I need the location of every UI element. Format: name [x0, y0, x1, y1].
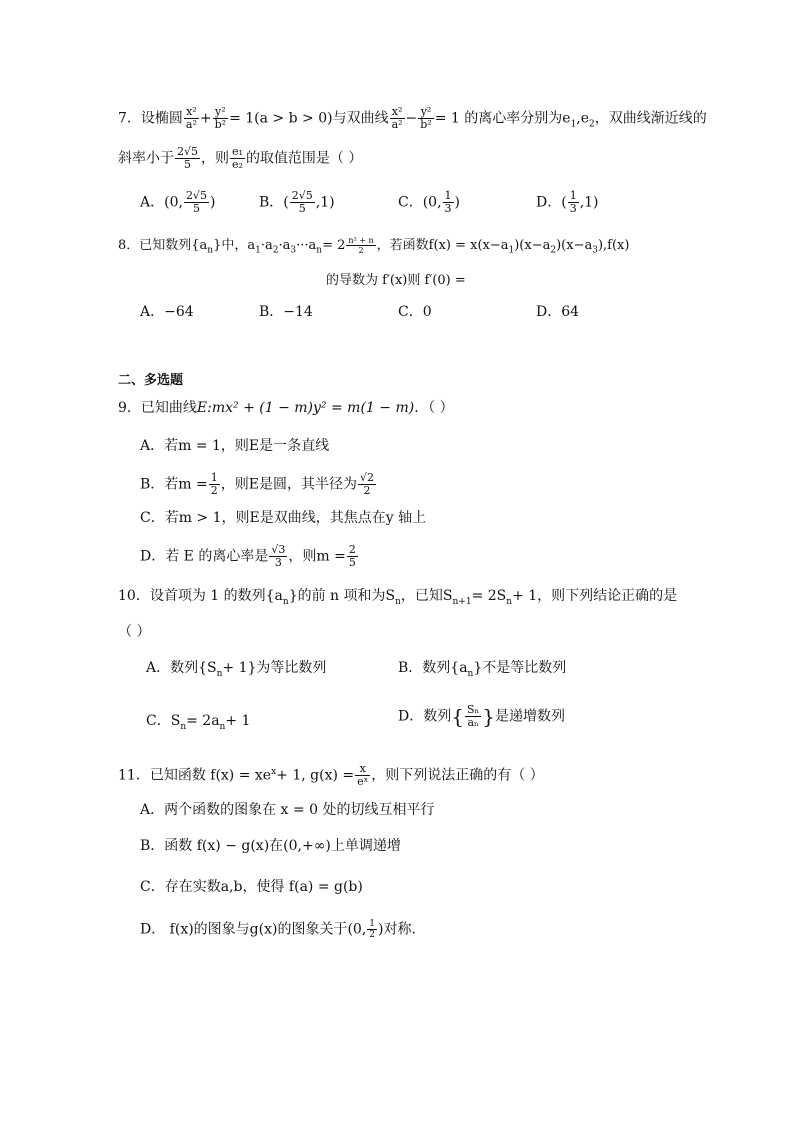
- q11-stem: 11．已知函数 $f(x) = xe^x+ 1$, g(x) = $\frac{x}{\text{eˣ}}$ ，则下列说法正确的有（ ）: [118, 762, 544, 789]
- q7-option-d[interactable]: D．( $\frac{1}{3}$ ,1): [536, 189, 599, 215]
- fraction-y2-b2: $\frac{\text{y²}}{\text{b²}}$: [214, 105, 227, 131]
- q9-option-a[interactable]: A．若m = 1，则E是一条直线: [140, 438, 330, 454]
- exponent-fraction: $\frac{\text{n² + n}}{2}$: [348, 236, 374, 255]
- q10-line1: 10．设首项为 1 的数列$\{a_n\}$的前 n 项和为$S_n$，已知$S_{n+1}= 2S_n+ 1$，则下列结论正确的是: [118, 588, 678, 607]
- q10-option-c[interactable]: C．$S_n= 2a_n+ 1$: [146, 713, 251, 732]
- q9-stem: 9．已知曲线E:mx² + (1 − m)y² = m(1 − m)．（ ）: [118, 400, 454, 416]
- fraction-y2-b2-b: $\frac{\text{y²}}{\text{b²}}$: [420, 105, 432, 131]
- q7-option-c[interactable]: C．(0, $\frac{1}{3}$ ): [398, 189, 460, 215]
- q10-option-d[interactable]: D．数列{ $\frac{\text{Sₙ}}{\text{aₙ}}$ }是递增数列: [398, 703, 565, 729]
- q9-option-b[interactable]: B．若m = $\frac{1}{2}$ ，则E是圆，其半径为 $\frac{√2}{2}$: [140, 471, 374, 497]
- q8-option-b[interactable]: B．−14: [259, 304, 313, 320]
- q9-option-c[interactable]: C．若m > 1，则E是双曲线，其焦点在y 轴上: [140, 510, 427, 526]
- q8-option-a[interactable]: A．−64: [140, 304, 194, 320]
- q7-option-a[interactable]: A．(0, $\frac{2√5}{5}$ ): [140, 189, 216, 215]
- fraction-x2-a2-b: $\frac{\text{x²}}{\text{a²}}$: [391, 105, 403, 131]
- q7-option-b[interactable]: B．( $\frac{2√5}{5}$ ,1): [259, 189, 335, 215]
- section-title: 二、多选题: [118, 373, 184, 388]
- fraction-2root5-5: $\frac{2√5}{5}$: [177, 145, 199, 171]
- q8-line2: 的导数为 f′(x)则 f′(0) =: [326, 273, 466, 288]
- q11-option-d[interactable]: D． f(x)的图象与g(x)的图象关于(0, $\frac{1}{2}$ )对称.: [140, 919, 416, 940]
- fraction-x2-a2: $\frac{\text{x²}}{\text{a²}}$: [185, 105, 197, 131]
- q10-line2: （ ）: [118, 624, 151, 640]
- q8-option-d[interactable]: D．64: [536, 304, 580, 320]
- q8-option-c[interactable]: C．0: [398, 304, 432, 320]
- q7-line1: 7．设椭圆 $\frac{\text{x²}}{\text{a²}}$ + $\frac{\text{y²}}{\text{b²}}$ = 1(a > b > 0)与双曲线 $\frac{\text{x²}}{\text{a²}}$ − $\frac{\text{y²}}{\text{b²}}$ = 1 的离心率分别为$e_1,e_2$，双曲线渐近线的: [118, 105, 707, 131]
- q11-option-c[interactable]: C．存在实数a,b，使得 f(a) = g(b): [140, 879, 363, 895]
- q10-option-b[interactable]: B．数列$\{a_n\}$不是等比数列: [398, 660, 567, 679]
- fraction-e1-e2: $\frac{\text{e₁}}{\text{e₂}}$: [232, 145, 243, 171]
- q10-option-a[interactable]: A．数列$\{S_n+ 1\}$为等比数列: [146, 660, 327, 679]
- q11-option-a[interactable]: A．两个函数的图象在 x = 0 处的切线互相平行: [140, 802, 435, 818]
- q11-option-b[interactable]: B．函数 f(x) − g(x)在(0,+∞)上单调递增: [140, 838, 401, 854]
- q9-option-d[interactable]: D．若 E 的离心率是 $\frac{√3}{3}$ ，则m = $\frac{2}{5}$: [140, 543, 356, 569]
- q8-line1: 8．已知数列$\{a_n\}$中，$a_1\cdot a_2\cdot a_3\cdot\cdot\cdot a_n= 2$ $\frac{\text{n² + n}}{2}$ ，若函数$f(x) = x(x-a_1)(x-a_2)(x-a_3),f(x)$: [118, 236, 630, 256]
- q7-line2: 斜率小于 $\frac{2√5}{5}$ ，则 $\frac{\text{e₁}}{\text{e₂}}$ 的取值范围是（ ）: [118, 145, 363, 171]
